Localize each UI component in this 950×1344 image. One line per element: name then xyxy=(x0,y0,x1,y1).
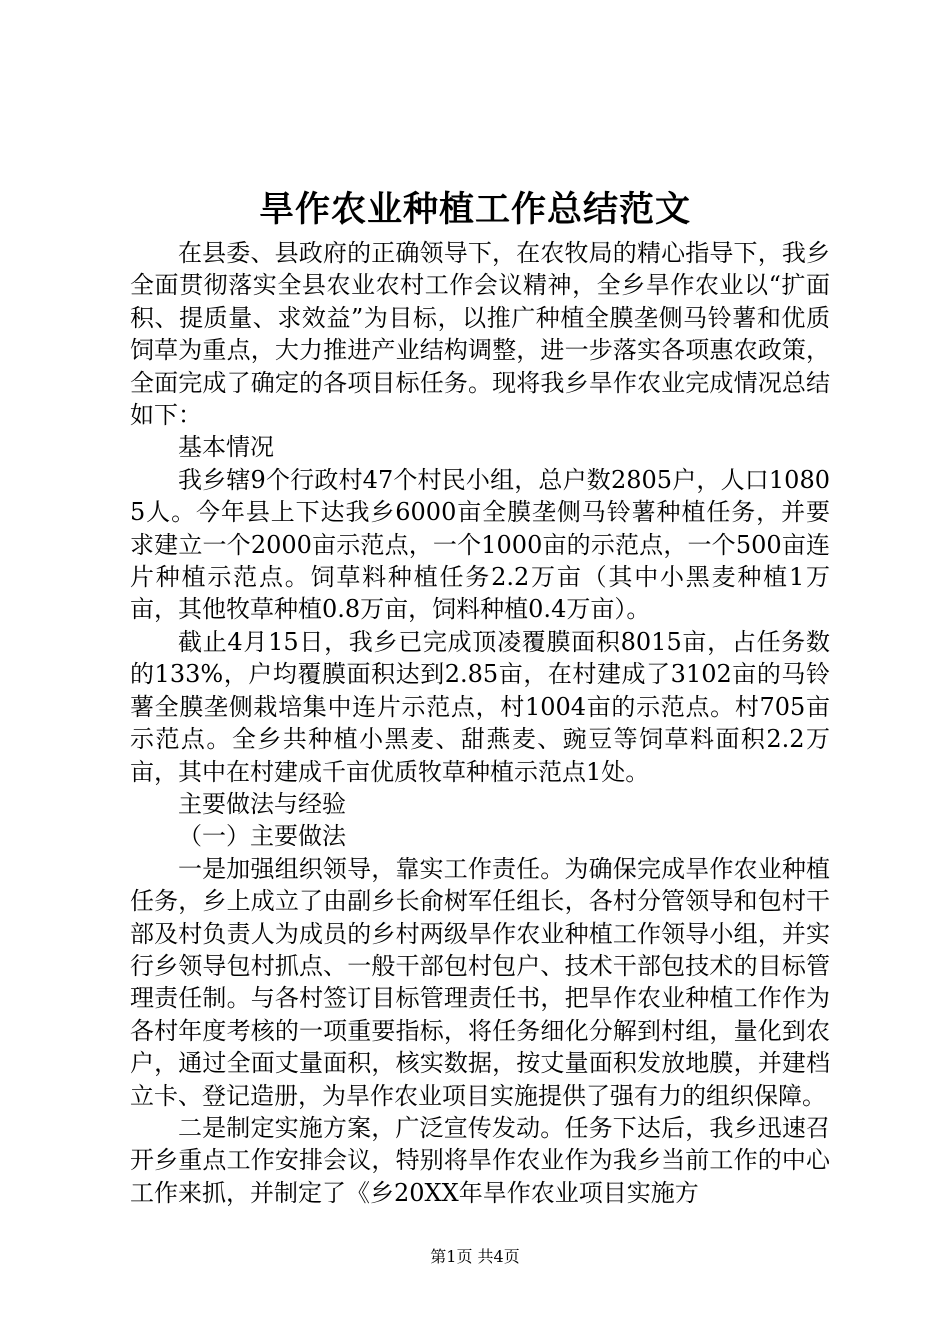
page-footer: 第1页 共4页 xyxy=(430,1247,520,1266)
method-two-paragraph: 二是制定实施方案，广泛宣传发动。任务下达后，我乡迅速召开乡重点工作安排会议，特别将旱作农业作为我乡当前工作的中心工作来抓，并制定了《乡20XX年旱作农业项目实施方 xyxy=(130,1113,830,1207)
section-heading-methods: 主要做法与经验 xyxy=(178,789,346,818)
method-one-paragraph: 一是加强组织领导，靠实工作责任。为确保完成旱作农业种植任务，乡上成立了由副乡长俞树军任组长，各村分管领导和包村干部及村负责人为成员的乡村两级旱作农业种植工作领导小组，并实行乡领导包村抓点、一般干部包村包户、技术干部包技术的目标管理责任制。与各村签订目标管理责任书，把旱作农业种植工作作为各村年度考核的一项重要指标，将任务细化分解到村组，量化到农户，通过全面丈量面积，核实数据，按丈量面积发放地膜，并建档立卡、登记造册，为旱作农业项目实施提供了强有力的组织保障。 xyxy=(130,854,830,1110)
intro-paragraph: 在县委、县政府的正确领导下，在农牧局的精心指导下，我乡全面贯彻落实全县农业农村工作会议精神，全乡旱作农业以“扩面积、提质量、求效益”为目标，以推广种植全膜垄侧马铃薯和优质饲草为重点，大力推进产业结构调整，进一步落实各项惠农政策，全面完成了确定的各项目标任务。现将我乡旱作农业完成情况总结如下： xyxy=(130,239,830,430)
subsection-heading-methods: （一）主要做法 xyxy=(178,822,346,851)
basic-info-paragraph: 我乡辖9个行政村47个村民小组，总户数2805户，人口10805人。今年县上下达我乡6000亩全膜垄侧马铃薯种植任务，并要求建立一个2000亩示范点，一个1000亩的示范点，一个500亩连片种植示范点。饲草料种植任务2.2万亩（其中小黑麦种植1万亩，其他牧草种植0.8万亩，饲料种植0.4万亩）。 xyxy=(130,465,830,624)
section-heading-basic: 基本情况 xyxy=(178,433,274,462)
document-title: 旱作农业种植工作总结范文 xyxy=(258,189,691,230)
document-body xyxy=(130,237,830,1209)
progress-paragraph: 截止4月15日，我乡已完成顶凌覆膜面积8015亩，占任务数的133%，户均覆膜面积达到2.85亩，在村建成了3102亩的马铃薯全膜垄侧栽培集中连片示范点，村1004亩的示范点。村705亩示范点。全乡共种植小黑麦、甜燕麦、豌豆等饲草料面积2.2万亩，其中在村建成千亩优质牧草种植示范点1处。 xyxy=(130,627,830,786)
